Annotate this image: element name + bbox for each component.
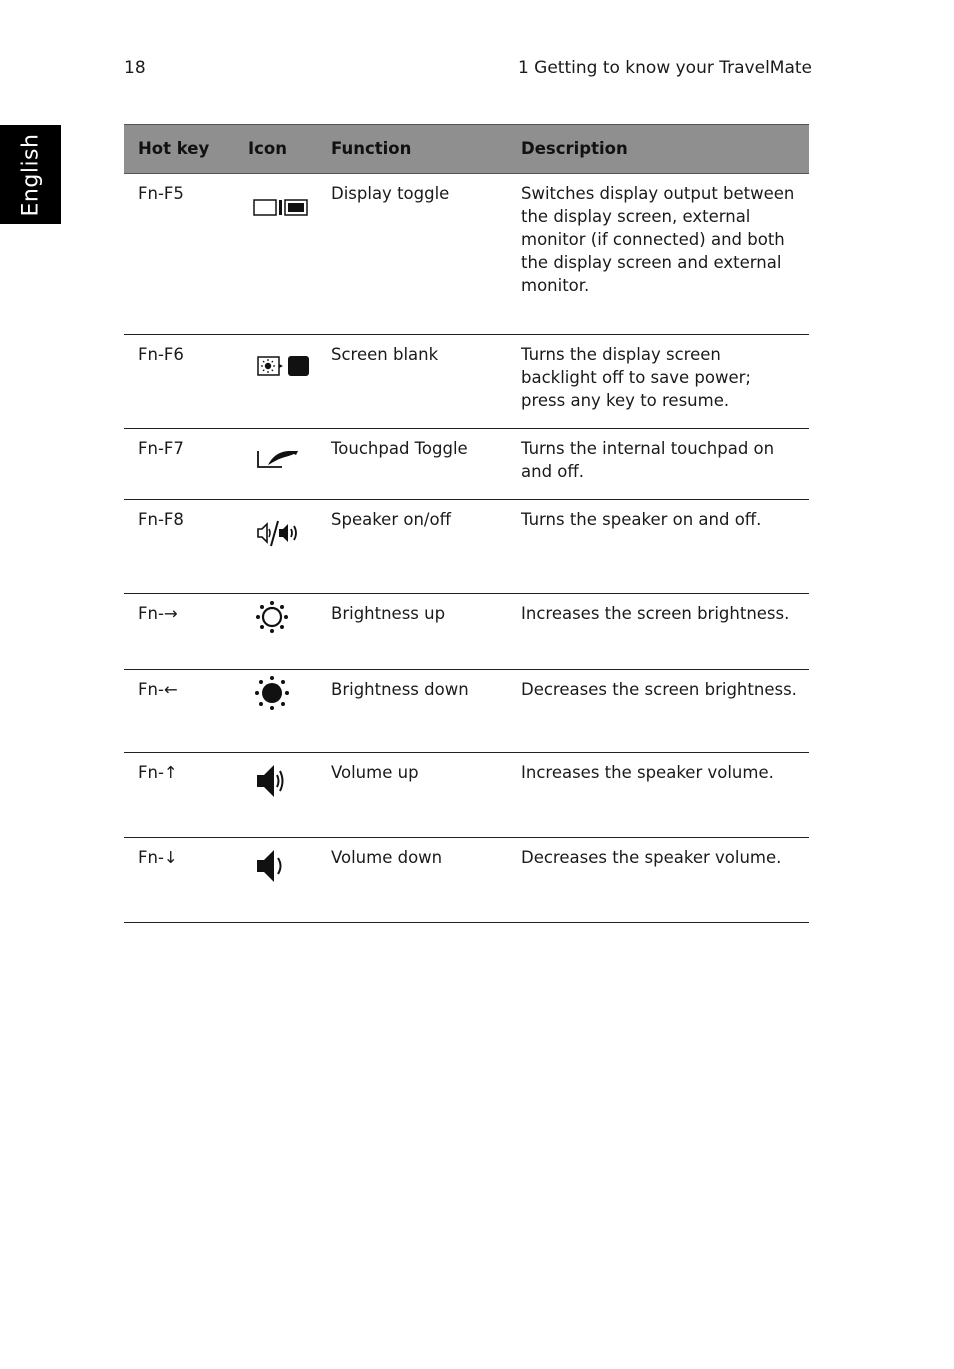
- function-cell: Brightness up: [331, 594, 521, 670]
- hotkey-cell: Fn-→: [124, 594, 248, 670]
- table-row: [124, 594, 809, 670]
- table-row: [124, 174, 809, 335]
- table-row: [124, 670, 809, 753]
- hotkey-cell: Fn-←: [124, 670, 248, 753]
- hotkey-cell: Fn-↓: [124, 838, 248, 923]
- icon-cell: [248, 670, 331, 753]
- volume-down-icon: [248, 844, 312, 888]
- language-tab-label: English: [18, 133, 43, 216]
- brightness-down-icon: [248, 672, 312, 714]
- function-cell: Screen blank: [331, 335, 521, 429]
- table-row: [124, 335, 809, 429]
- function-cell: Brightness down: [331, 670, 521, 753]
- hotkey-cell: Fn-F6: [124, 335, 248, 429]
- table-row: [124, 838, 809, 923]
- touchpad-toggle-icon: [248, 441, 312, 471]
- brightness-up-icon: [248, 596, 312, 638]
- table-header-row: [124, 125, 809, 174]
- hotkey-table: [124, 124, 809, 923]
- function-cell: Volume up: [331, 753, 521, 838]
- icon-cell: [248, 594, 331, 670]
- hotkey-cell: Fn-F7: [124, 429, 248, 500]
- col-header-function: Function: [331, 125, 521, 174]
- col-header-description: Description: [521, 125, 809, 174]
- description-cell: Decreases the speaker volume.: [521, 838, 809, 923]
- function-cell: Touchpad Toggle: [331, 429, 521, 500]
- table-row: [124, 500, 809, 594]
- function-cell: Volume down: [331, 838, 521, 923]
- col-header-icon: Icon: [248, 125, 331, 174]
- volume-up-icon: [248, 759, 312, 803]
- icon-cell: [248, 335, 331, 429]
- col-header-hotkey: Hot key: [124, 125, 248, 174]
- hotkey-cell: Fn-↑: [124, 753, 248, 838]
- chapter-title: 1 Getting to know your TravelMate: [517, 58, 812, 78]
- table-row: [124, 753, 809, 838]
- icon-cell: [248, 838, 331, 923]
- description-cell: Turns the speaker on and off.: [521, 500, 809, 594]
- description-cell: Decreases the screen brightness.: [521, 670, 809, 753]
- speaker-toggle-icon: [248, 516, 312, 550]
- icon-cell: [248, 429, 331, 500]
- function-cell: Speaker on/off: [331, 500, 521, 594]
- description-cell: Increases the speaker volume.: [521, 753, 809, 838]
- display-toggle-icon: [248, 192, 312, 222]
- description-cell: Increases the screen brightness.: [521, 594, 809, 670]
- description-cell: Switches display output between the display screen, external monitor (if connected) and both the display screen and external monitor.: [521, 174, 809, 335]
- table-row: [124, 429, 809, 500]
- icon-cell: [248, 500, 331, 594]
- icon-cell: [248, 174, 331, 335]
- hotkey-cell: Fn-F8: [124, 500, 248, 594]
- hotkey-cell: Fn-F5: [124, 174, 248, 335]
- description-cell: Turns the internal touchpad on and off.: [521, 429, 809, 500]
- page-number: 18: [124, 58, 146, 78]
- screen-blank-icon: [248, 351, 312, 381]
- icon-cell: [248, 753, 331, 838]
- description-cell: Turns the display screen backlight off to save power; press any key to resume.: [521, 335, 809, 429]
- language-tab: [0, 125, 61, 224]
- function-cell: Display toggle: [331, 174, 521, 335]
